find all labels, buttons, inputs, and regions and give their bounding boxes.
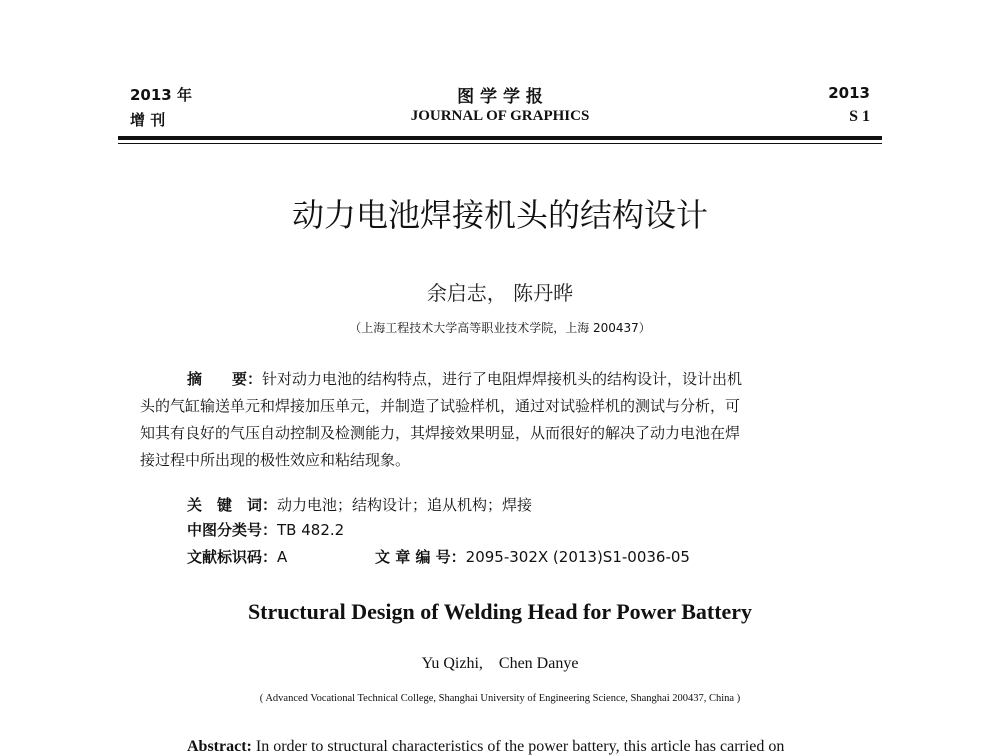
abstract-en: Abstract: In order to structural characteristics of the power battery, this article has carried on — [187, 738, 785, 755]
abstract-cn-line: 针对动力电池的结构特点，进行了电阻焊焊接机头的结构设计，设计出机 — [262, 370, 743, 388]
affiliation-cn: （上海工程技术大学高等职业技术学院，上海 200437） — [349, 321, 651, 335]
keywords: 关 键 词：动力电池；结构设计；追从机构；焊接 — [187, 496, 533, 514]
abstract-cn-line: 头的气缸输送单元和焊接加压单元，并制造了试验样机，通过对试验样机的测试与分析，可 — [140, 397, 741, 415]
article-number: 文 章 编 号：2095-302X (2013)S1-0036-05 — [375, 548, 690, 566]
header-rule-thin — [118, 143, 882, 144]
affiliation-en: ( Advanced Vocational Technical College, Shanghai University of Engineering Science, Shanghai 200437, China ) — [259, 693, 741, 704]
abstract-cn-line: 接过程中所出现的极性效应和粘结现象。 — [140, 451, 411, 469]
header-year-left: 2013 年 — [130, 86, 192, 104]
header-rule-thick — [118, 136, 882, 140]
header-issue-right: S 1 — [849, 108, 870, 125]
abstract-cn-line: 知其有良好的气压自动控制及检测能力，其焊接效果明显，从而很好的解决了动力电池在焊 — [140, 424, 741, 442]
document-code: 文献标识码：A — [187, 548, 288, 566]
title-en: Structural Design of Welding Head for Power Battery — [247, 599, 753, 624]
journal-name-en: JOURNAL OF GRAPHICS — [410, 108, 590, 124]
header-year-right: 2013 — [828, 84, 870, 102]
abstract-cn-label: 摘 要：针对动力电池的结构特点，进行了电阻焊焊接机头的结构设计，设计出机 — [187, 370, 743, 388]
clc-number: 中图分类号：TB 482.2 — [187, 521, 345, 539]
title-cn: 动力电池焊接机头的结构设计 — [291, 196, 708, 234]
journal-name-cn: 图 学 学 报 — [457, 87, 543, 107]
header-issue-left: 增 刊 — [130, 111, 166, 129]
authors-cn: 余启志， 陈丹晔 — [426, 281, 574, 305]
authors-en: Yu Qizhi, Chen Danye — [421, 655, 579, 672]
